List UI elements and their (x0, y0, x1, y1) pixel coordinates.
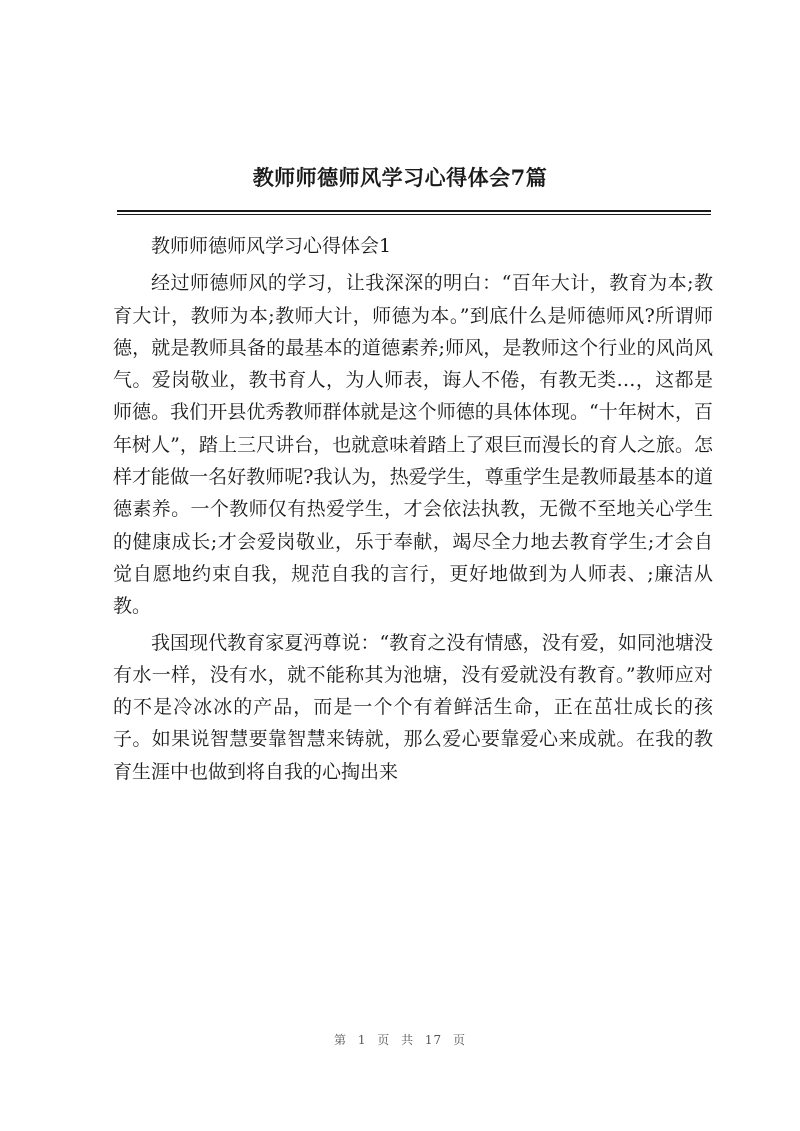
section-subtitle: 教师师德师风学习心得体会1 (151, 235, 392, 257)
title-divider-thick (117, 210, 711, 212)
page-number-footer: 第 1 页 共 17 页 (334, 1033, 466, 1047)
body-paragraph-1: 经过师德师风的学习，让我深深的明白：“百年大计，教育为本;教育大计，教师为本;教师大计，师德为本。”到底什么是师德师风?所谓师德，就是教师具备的最基本的道德素养;师风，是教师这个行业的风尚风气。爱岗敬业，教书育人，为人师表，诲人不倦，有教无类…，这都是师德。我们开县优秀教师群体就是这个师德的具体体现。“十年树木，百年树人”，踏上三尺讲台，也就意味着踏上了艰巨而漫长的育人之旅。怎样才能做一名好教师呢?我认为，热爱学生，尊重学生是教师最基本的道德素养。一个教师仅有热爱学生，才会依法执教，无微不至地关心学生的健康成长;才会爱岗敬业，乐于奉献，竭尽全力地去教育学生;才会自觉自愿地约束自我，规范自我的言行，更好地做到为人师表、;廉洁从教。 (113, 272, 713, 618)
title-divider-thin (117, 214, 711, 215)
body-paragraph-2: 我国现代教育家夏沔尊说：“教育之没有情感，没有爱，如同池塘没有水一样，没有水，就不能称其为池塘，没有爱就没有教育。”教师应对的不是冷冰冰的产品，而是一个个有着鲜活生命，正在茁壮成长的孩子。如果说智慧要靠智慧来铸就，那么爱心要靠爱心来成就。在我的教育生涯中也做到将自我的心掏出来 (113, 631, 713, 783)
document-body (113, 230, 713, 792)
document-title: 教师师德师风学习心得体会7篇 (252, 165, 548, 190)
